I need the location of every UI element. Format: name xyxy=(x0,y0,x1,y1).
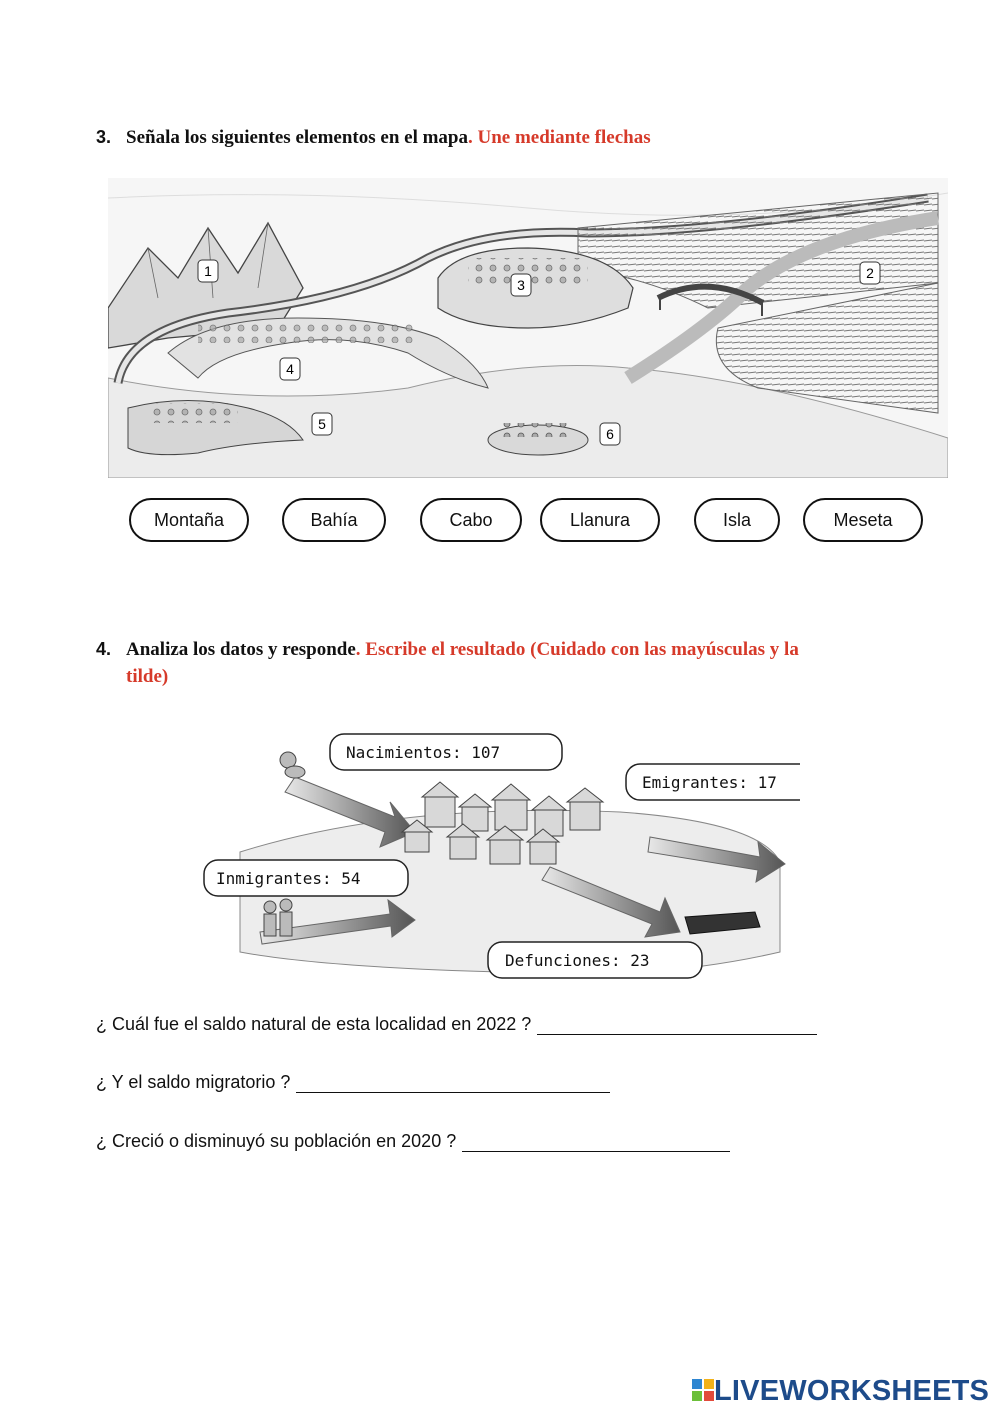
question-instruction: Analiza los datos y responde xyxy=(126,639,356,660)
map-marker-2 xyxy=(860,262,880,284)
map-marker-4 xyxy=(280,358,300,380)
svg-text:5: 5 xyxy=(318,416,326,432)
question-number: 3. xyxy=(96,127,112,147)
map-marker-6 xyxy=(600,423,620,445)
emigrants-label xyxy=(626,764,800,800)
option-meseta[interactable]: Meseta xyxy=(803,498,923,542)
option-isla[interactable]: Isla xyxy=(694,498,780,542)
map-marker-3 xyxy=(511,274,531,296)
answer-blank-3[interactable] xyxy=(462,1131,730,1152)
map-marker-5 xyxy=(312,413,332,435)
deaths-label xyxy=(488,942,702,978)
question-note: . Escribe el resultado (Cuidado con las mayúsculas y la xyxy=(355,639,799,660)
svg-text:6: 6 xyxy=(606,426,614,442)
svg-text:Nacimientos: 107: Nacimientos: 107 xyxy=(346,743,501,762)
option-llanura[interactable]: Llanura xyxy=(540,498,660,542)
question-4-title xyxy=(96,636,926,690)
option-bahia[interactable]: Bahía xyxy=(282,498,386,542)
population-illustration xyxy=(200,722,800,992)
question-text: ¿ Creció o disminuyó su población en 2020 ? xyxy=(96,1131,457,1151)
question-natural-balance xyxy=(96,1014,817,1035)
question-note-continued: tilde) xyxy=(126,666,169,687)
question-text: ¿ Cuál fue el saldo natural de esta localidad en 2022 ? xyxy=(96,1014,532,1034)
svg-text:Emigrantes: 17: Emigrantes: 17 xyxy=(642,773,777,792)
svg-text:1: 1 xyxy=(204,263,212,279)
question-text: ¿ Y el saldo migratorio ? xyxy=(96,1072,291,1092)
option-cabo[interactable]: Cabo xyxy=(420,498,522,542)
answer-blank-1[interactable] xyxy=(537,1014,817,1035)
svg-text:2: 2 xyxy=(866,265,874,281)
question-note: . Une mediante flechas xyxy=(468,127,651,148)
answer-blank-2[interactable] xyxy=(296,1072,610,1093)
svg-text:Defunciones: 23: Defunciones: 23 xyxy=(505,951,650,970)
map-marker-1 xyxy=(198,260,218,282)
question-migration-balance xyxy=(96,1072,610,1093)
svg-text:3: 3 xyxy=(517,277,525,293)
question-number: 4. xyxy=(96,639,112,659)
liveworksheets-logo xyxy=(692,1374,989,1408)
svg-text:4: 4 xyxy=(286,361,294,377)
question-3-title xyxy=(96,124,651,151)
question-population-change xyxy=(96,1131,730,1152)
option-montana[interactable]: Montaña xyxy=(129,498,249,542)
question-instruction: Señala los siguientes elementos en el mapa xyxy=(126,127,468,148)
births-label xyxy=(330,734,562,770)
landscape-map xyxy=(108,178,948,478)
logo-icon xyxy=(692,1379,714,1403)
baby-icon xyxy=(280,752,305,778)
immigrants-label xyxy=(204,860,408,896)
logo-text: LIVEWORKSHEETS xyxy=(714,1374,990,1407)
svg-text:Inmigrantes: 54: Inmigrantes: 54 xyxy=(216,869,361,888)
